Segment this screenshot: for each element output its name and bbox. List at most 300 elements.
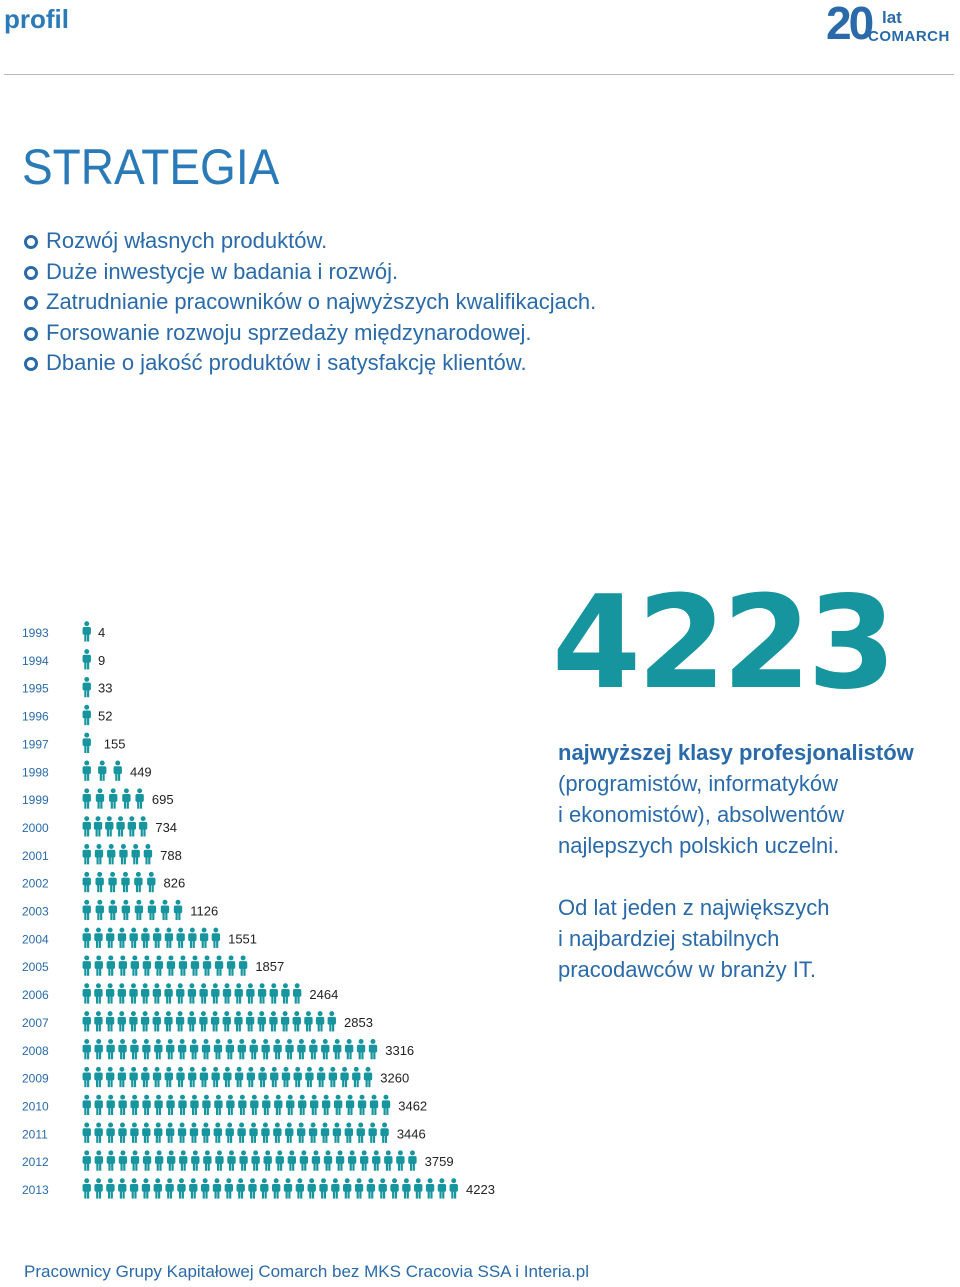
headline-number: 4223 bbox=[552, 569, 893, 718]
person-icon bbox=[189, 1178, 197, 1198]
person-icon bbox=[94, 1123, 102, 1143]
person-icon bbox=[213, 1178, 221, 1198]
person-icon bbox=[223, 1011, 231, 1031]
person-icon bbox=[94, 1011, 102, 1031]
person-icon bbox=[139, 816, 147, 836]
person-icon bbox=[191, 955, 199, 975]
person-icon bbox=[83, 928, 91, 948]
person-icon bbox=[83, 983, 91, 1003]
person-icon bbox=[348, 1150, 356, 1170]
person-icon bbox=[426, 1178, 434, 1198]
bar-2001 bbox=[83, 844, 153, 864]
person-icon bbox=[346, 1095, 354, 1115]
person-icon bbox=[322, 1095, 330, 1115]
value-label: 9 bbox=[98, 652, 106, 668]
person-icon bbox=[272, 1178, 280, 1198]
page-section-title: profil bbox=[4, 4, 69, 34]
person-icon bbox=[382, 1095, 390, 1115]
bar-2004 bbox=[83, 928, 220, 948]
person-icon bbox=[176, 1067, 184, 1087]
person-icon bbox=[261, 1123, 269, 1143]
person-icon bbox=[414, 1178, 422, 1198]
strategy-item-text: Dbanie o jakość produktów i satysfakcję klientów. bbox=[46, 350, 527, 375]
person-icon bbox=[83, 649, 91, 669]
person-icon bbox=[227, 955, 235, 975]
person-icon bbox=[95, 1095, 103, 1115]
person-icon bbox=[239, 955, 247, 975]
year-tick-label: 2012 bbox=[22, 1155, 49, 1170]
person-icon bbox=[258, 1011, 266, 1031]
person-icon bbox=[131, 1150, 139, 1170]
person-icon bbox=[370, 1095, 378, 1115]
person-icon bbox=[116, 816, 124, 836]
person-icon bbox=[166, 1095, 174, 1115]
person-icon bbox=[396, 1150, 404, 1170]
person-icon bbox=[178, 1095, 186, 1115]
employer-line: pracodawców w branży IT. bbox=[558, 957, 816, 982]
person-icon bbox=[380, 1123, 388, 1143]
person-icon bbox=[234, 1011, 242, 1031]
person-icon bbox=[297, 1039, 305, 1059]
person-icon bbox=[147, 872, 155, 892]
person-icon bbox=[165, 928, 173, 948]
year-tick-label: 1993 bbox=[22, 626, 49, 640]
person-icon bbox=[223, 1067, 231, 1087]
person-icon bbox=[360, 1150, 368, 1170]
value-label: 1126 bbox=[190, 903, 219, 919]
year-tick-label: 1997 bbox=[22, 737, 49, 752]
person-icon bbox=[238, 1095, 246, 1115]
person-icon bbox=[154, 1039, 162, 1059]
person-icon bbox=[130, 928, 138, 948]
person-icon bbox=[106, 1178, 114, 1198]
person-icon bbox=[286, 1095, 294, 1115]
bar-1999 bbox=[83, 788, 144, 808]
person-icon bbox=[118, 928, 126, 948]
person-icon bbox=[333, 1123, 341, 1143]
person-icon bbox=[308, 1178, 316, 1198]
person-icon bbox=[273, 1039, 281, 1059]
person-icon bbox=[343, 1178, 351, 1198]
person-icon bbox=[141, 1011, 149, 1031]
person-icon bbox=[141, 983, 149, 1003]
strategy-item bbox=[22, 257, 596, 288]
person-icon bbox=[118, 1123, 126, 1143]
value-label: 788 bbox=[160, 847, 182, 863]
bar-1994 bbox=[83, 649, 91, 669]
person-icon bbox=[264, 1150, 272, 1170]
person-icon bbox=[155, 955, 163, 975]
year-tick-label: 2001 bbox=[22, 848, 49, 863]
person-icon bbox=[203, 1150, 211, 1170]
person-icon bbox=[130, 1039, 138, 1059]
value-label: 52 bbox=[98, 708, 113, 724]
strategy-item bbox=[22, 318, 596, 349]
person-icon bbox=[333, 1039, 341, 1059]
person-icon bbox=[83, 705, 91, 725]
person-icon bbox=[131, 844, 139, 864]
person-icon bbox=[141, 1067, 149, 1087]
person-icon bbox=[154, 1095, 162, 1115]
person-icon bbox=[130, 1095, 138, 1115]
person-icon bbox=[167, 1150, 175, 1170]
person-icon bbox=[251, 1150, 259, 1170]
person-icon bbox=[297, 1123, 305, 1143]
person-icon bbox=[179, 955, 187, 975]
person-icon bbox=[200, 928, 208, 948]
person-icon bbox=[310, 1095, 318, 1115]
year-tick-label: 1994 bbox=[22, 653, 49, 668]
bar-2009 bbox=[83, 1067, 373, 1087]
person-icon bbox=[201, 1178, 209, 1198]
person-icon bbox=[95, 872, 103, 892]
value-label: 3260 bbox=[380, 1070, 410, 1086]
person-icon bbox=[246, 983, 254, 1003]
person-icon bbox=[321, 1123, 329, 1143]
person-icon bbox=[178, 1123, 186, 1143]
person-icon bbox=[114, 760, 122, 780]
person-icon bbox=[235, 1067, 243, 1087]
person-icon bbox=[285, 1123, 293, 1143]
person-icon bbox=[248, 1178, 256, 1198]
year-tick-label: 2005 bbox=[22, 960, 49, 975]
person-icon bbox=[188, 928, 196, 948]
person-icon bbox=[199, 983, 207, 1003]
person-icon bbox=[438, 1178, 446, 1198]
person-icon bbox=[118, 1067, 126, 1087]
person-icon bbox=[118, 1095, 126, 1115]
person-icon bbox=[144, 844, 152, 864]
person-icon bbox=[161, 900, 169, 920]
value-label: 2464 bbox=[309, 987, 339, 1003]
person-icon bbox=[107, 844, 115, 864]
bullet-icon bbox=[24, 266, 38, 280]
person-icon bbox=[122, 788, 130, 808]
person-icon bbox=[94, 983, 102, 1003]
person-icon bbox=[83, 844, 91, 864]
person-icon bbox=[83, 955, 91, 975]
person-icon bbox=[118, 983, 126, 1003]
person-icon bbox=[179, 1150, 187, 1170]
person-icon bbox=[215, 955, 223, 975]
person-icon bbox=[379, 1178, 387, 1198]
bar-2008 bbox=[83, 1039, 378, 1059]
person-icon bbox=[202, 1123, 210, 1143]
value-label: 4223 bbox=[466, 1182, 495, 1197]
person-icon bbox=[408, 1150, 416, 1170]
person-icon bbox=[226, 1095, 234, 1115]
bar-2003 bbox=[83, 900, 183, 920]
person-icon bbox=[384, 1150, 392, 1170]
person-icon bbox=[121, 872, 129, 892]
person-icon bbox=[118, 1011, 126, 1031]
employer-line: Od lat jeden z największych bbox=[558, 895, 830, 920]
person-icon bbox=[226, 1039, 234, 1059]
person-icon bbox=[83, 816, 91, 836]
person-icon bbox=[142, 1095, 150, 1115]
person-icon bbox=[96, 788, 104, 808]
person-icon bbox=[188, 1067, 196, 1087]
person-icon bbox=[276, 1150, 284, 1170]
person-icon bbox=[261, 1039, 269, 1059]
person-icon bbox=[246, 1011, 254, 1031]
person-icon bbox=[329, 1067, 337, 1087]
person-icon bbox=[345, 1039, 353, 1059]
person-icon bbox=[128, 816, 136, 836]
person-icon bbox=[304, 1011, 312, 1031]
value-label: 3446 bbox=[396, 1126, 426, 1142]
person-icon bbox=[235, 983, 243, 1003]
person-icon bbox=[236, 1178, 244, 1198]
person-icon bbox=[357, 1039, 365, 1059]
employees-chart bbox=[0, 600, 520, 1220]
person-icon bbox=[390, 1178, 398, 1198]
person-icon bbox=[106, 1011, 114, 1031]
year-tick-label: 2007 bbox=[22, 1015, 49, 1030]
person-icon bbox=[273, 1123, 281, 1143]
person-icon bbox=[239, 1150, 247, 1170]
person-icon bbox=[450, 1178, 458, 1198]
bar-1997 bbox=[83, 733, 91, 753]
person-icon bbox=[153, 1067, 161, 1087]
person-icon bbox=[250, 1095, 258, 1115]
person-icon bbox=[190, 1095, 198, 1115]
person-icon bbox=[226, 1123, 234, 1143]
bar-1993 bbox=[83, 621, 91, 641]
value-label: 695 bbox=[151, 792, 174, 808]
person-icon bbox=[83, 1011, 91, 1031]
person-icon bbox=[109, 900, 117, 920]
person-icon bbox=[238, 1039, 246, 1059]
person-icon bbox=[142, 1178, 150, 1198]
person-icon bbox=[164, 1011, 172, 1031]
person-icon bbox=[334, 1095, 342, 1115]
year-tick-label: 1999 bbox=[22, 793, 49, 808]
bullet-icon bbox=[24, 296, 38, 310]
person-icon bbox=[153, 928, 161, 948]
year-tick-label: 2013 bbox=[22, 1183, 49, 1197]
headline-line: (programistów, informatyków bbox=[558, 771, 838, 796]
person-icon bbox=[95, 1150, 103, 1170]
person-icon bbox=[227, 1150, 235, 1170]
person-icon bbox=[191, 1150, 199, 1170]
person-icon bbox=[368, 1123, 376, 1143]
bar-2005 bbox=[83, 955, 248, 975]
person-icon bbox=[134, 872, 142, 892]
value-label: 3759 bbox=[424, 1154, 454, 1170]
person-icon bbox=[336, 1150, 344, 1170]
year-tick-label: 2009 bbox=[22, 1071, 49, 1086]
person-icon bbox=[118, 1178, 126, 1198]
person-icon bbox=[83, 733, 91, 753]
person-icon bbox=[247, 1067, 255, 1087]
person-icon bbox=[131, 955, 139, 975]
employer-statement bbox=[558, 892, 948, 985]
headline-line: i ekonomistów), absolwentów bbox=[558, 802, 845, 827]
person-icon bbox=[331, 1178, 339, 1198]
person-icon bbox=[309, 1039, 317, 1059]
chart-rows bbox=[22, 621, 495, 1198]
person-icon bbox=[300, 1150, 308, 1170]
person-icon bbox=[367, 1178, 375, 1198]
person-icon bbox=[309, 1123, 317, 1143]
person-icon bbox=[260, 1178, 268, 1198]
person-icon bbox=[106, 983, 114, 1003]
person-icon bbox=[199, 1011, 207, 1031]
person-icon bbox=[372, 1150, 380, 1170]
person-icon bbox=[106, 1039, 114, 1059]
person-icon bbox=[211, 1011, 219, 1031]
person-icon bbox=[143, 955, 151, 975]
person-icon bbox=[83, 1095, 91, 1115]
logo-brand: COMARCH bbox=[868, 28, 950, 45]
person-icon bbox=[165, 1067, 173, 1087]
year-tick-label: 2000 bbox=[22, 820, 49, 835]
person-icon bbox=[298, 1095, 306, 1115]
person-icon bbox=[177, 1178, 185, 1198]
person-icon bbox=[288, 1150, 296, 1170]
person-icon bbox=[211, 1067, 219, 1087]
value-label: 2853 bbox=[344, 1014, 373, 1030]
year-tick-label: 2004 bbox=[22, 932, 49, 947]
person-icon bbox=[203, 955, 211, 975]
person-icon bbox=[94, 1067, 102, 1087]
person-icon bbox=[176, 983, 184, 1003]
person-icon bbox=[83, 1039, 91, 1059]
person-icon bbox=[83, 900, 91, 920]
person-icon bbox=[94, 1178, 102, 1198]
person-icon bbox=[129, 983, 137, 1003]
person-icon bbox=[142, 1123, 150, 1143]
headline-description bbox=[558, 737, 948, 861]
person-icon bbox=[108, 872, 116, 892]
person-icon bbox=[281, 1011, 289, 1031]
person-icon bbox=[237, 1123, 245, 1143]
person-icon bbox=[119, 955, 127, 975]
person-icon bbox=[274, 1095, 282, 1115]
person-icon bbox=[166, 1123, 174, 1143]
person-icon bbox=[83, 621, 91, 641]
year-tick-label: 2008 bbox=[22, 1043, 49, 1058]
person-icon bbox=[294, 1067, 302, 1087]
bar-2007 bbox=[83, 1011, 336, 1031]
person-icon bbox=[188, 1011, 196, 1031]
headline-bold-line: najwyższej klasy profesjonalistów bbox=[558, 740, 914, 765]
strategy-item-text: Duże inwestycje w badania i rozwój. bbox=[46, 258, 399, 284]
person-icon bbox=[154, 1123, 162, 1143]
person-icon bbox=[94, 1039, 102, 1059]
person-icon bbox=[94, 816, 102, 836]
strategy-list bbox=[22, 226, 596, 379]
logo-lat: lat bbox=[882, 8, 902, 27]
value-label: 33 bbox=[98, 680, 113, 696]
person-icon bbox=[109, 788, 117, 808]
value-label: 449 bbox=[129, 764, 152, 780]
person-icon bbox=[293, 983, 301, 1003]
person-icon bbox=[142, 1039, 150, 1059]
person-icon bbox=[107, 1150, 115, 1170]
person-icon bbox=[95, 955, 103, 975]
bullet-icon bbox=[24, 235, 38, 249]
person-icon bbox=[153, 983, 161, 1003]
value-label: 3462 bbox=[398, 1098, 428, 1114]
person-icon bbox=[107, 1095, 115, 1115]
person-icon bbox=[166, 1039, 174, 1059]
bar-1998 bbox=[83, 760, 122, 780]
person-icon bbox=[270, 983, 278, 1003]
person-icon bbox=[282, 1067, 290, 1087]
value-label: 826 bbox=[163, 875, 186, 891]
bar-2012 bbox=[83, 1150, 417, 1170]
person-icon bbox=[317, 1067, 325, 1087]
year-tick-label: 1995 bbox=[22, 681, 49, 696]
logo-number: 20 bbox=[826, 0, 872, 49]
person-icon bbox=[174, 900, 182, 920]
person-icon bbox=[249, 1123, 257, 1143]
person-icon bbox=[214, 1095, 222, 1115]
person-icon bbox=[98, 760, 106, 780]
employer-line: i najbardziej stabilnych bbox=[558, 926, 780, 951]
strategy-item-text: Zatrudnianie pracowników o najwyższych kwalifikacjach. bbox=[46, 289, 597, 314]
person-icon bbox=[135, 900, 143, 920]
person-icon bbox=[154, 1178, 162, 1198]
value-label: 734 bbox=[155, 819, 178, 835]
person-icon bbox=[176, 928, 184, 948]
person-icon bbox=[305, 1067, 313, 1087]
year-tick-label: 2003 bbox=[22, 904, 49, 919]
person-icon bbox=[364, 1067, 372, 1087]
person-icon bbox=[130, 1123, 138, 1143]
person-icon bbox=[135, 788, 143, 808]
strategy-item bbox=[22, 287, 596, 318]
person-icon bbox=[83, 872, 91, 892]
person-icon bbox=[262, 1095, 270, 1115]
person-icon bbox=[148, 900, 156, 920]
person-icon bbox=[129, 1067, 137, 1087]
person-icon bbox=[153, 1011, 161, 1031]
year-tick-label: 2011 bbox=[22, 1127, 48, 1142]
person-icon bbox=[270, 1067, 278, 1087]
person-icon bbox=[285, 1039, 293, 1059]
person-icon bbox=[402, 1178, 410, 1198]
person-icon bbox=[202, 1039, 210, 1059]
value-label: 1857 bbox=[255, 959, 285, 975]
person-icon bbox=[106, 1123, 114, 1143]
person-icon bbox=[312, 1150, 320, 1170]
year-tick-label: 2002 bbox=[22, 876, 49, 891]
person-icon bbox=[122, 900, 130, 920]
bar-2006 bbox=[83, 983, 302, 1003]
person-icon bbox=[119, 1150, 127, 1170]
person-icon bbox=[96, 900, 104, 920]
person-icon bbox=[83, 1123, 91, 1143]
person-icon bbox=[94, 928, 102, 948]
bar-2011 bbox=[83, 1123, 389, 1143]
person-icon bbox=[258, 983, 266, 1003]
person-icon bbox=[223, 983, 231, 1003]
person-icon bbox=[83, 788, 91, 808]
person-icon bbox=[165, 1178, 173, 1198]
bar-1995 bbox=[83, 677, 91, 697]
person-icon bbox=[83, 760, 91, 780]
bullet-icon bbox=[24, 357, 38, 371]
person-icon bbox=[130, 1178, 138, 1198]
person-icon bbox=[215, 1150, 223, 1170]
person-icon bbox=[340, 1067, 348, 1087]
person-icon bbox=[250, 1039, 258, 1059]
person-icon bbox=[83, 1150, 91, 1170]
bar-2013 bbox=[83, 1178, 458, 1198]
